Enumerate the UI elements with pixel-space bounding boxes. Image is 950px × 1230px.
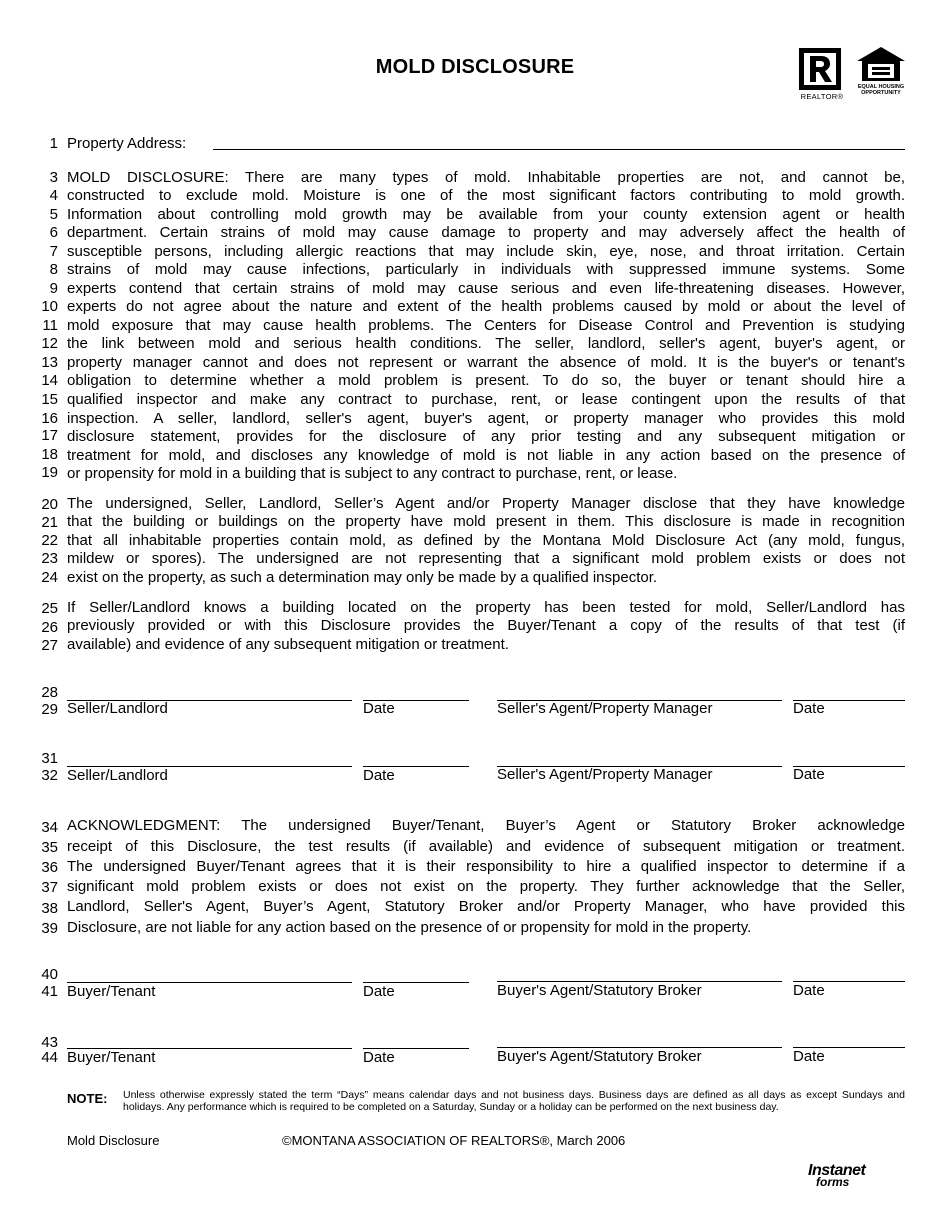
line-number: 15 — [41, 391, 58, 408]
paragraph-line: The undersigned Buyer/Tenant agrees that it is their responsibility to hire a qualified inspector to determine if a — [67, 858, 905, 875]
property-address-label: Property Address: — [67, 135, 187, 152]
line-number: 32 — [41, 767, 58, 784]
line-number: 26 — [41, 619, 58, 636]
line-number: 18 — [41, 446, 58, 463]
line-number: 35 — [41, 839, 58, 856]
paragraph-line: qualified inspector and make any contract to purchase, rent, or lease contingent upon the results of that — [67, 391, 905, 408]
footer-form-name: Mold Disclosure — [67, 1133, 160, 1148]
line-number: 44 — [41, 1049, 58, 1066]
paragraph-line: previously provided or with this Disclosure provides the Buyer/Tenant a copy of the results of that test (if — [67, 617, 905, 634]
paragraph-line: constructed to exclude mold. Moisture is one of the most significant factors contributing to mold growth. — [67, 187, 905, 204]
paragraph-line: strains of mold may cause infections, particularly in individuals with suppressed immune systems. Some — [67, 261, 905, 278]
buyers-agent-label: Buyer's Agent/Statutory Broker — [497, 1048, 702, 1065]
equal-housing-label — [855, 84, 907, 96]
realtor-label: REALTOR® — [800, 92, 844, 101]
line-number: 11 — [42, 317, 58, 334]
line-number: 37 — [41, 879, 58, 896]
seller-landlord-label: Seller/Landlord — [67, 700, 168, 717]
line-number: 36 — [41, 859, 58, 876]
paragraph-line: Information about controlling mold growth may be available from your county extension agent or health — [67, 206, 905, 223]
realtor-logo — [797, 46, 847, 102]
sellers-agent-label: Seller's Agent/Property Manager — [497, 700, 713, 717]
line-number: 20 — [41, 496, 58, 513]
paragraph-line: experts do not agree about the nature and extent of the health problems caused by mold or about the level of — [67, 298, 905, 315]
line-number: 34 — [41, 819, 58, 836]
line-number: 21 — [41, 514, 58, 531]
paragraph-line: The undersigned, Seller, Landlord, Seller’s Agent and/or Property Manager disclose that they have knowledge — [67, 495, 905, 512]
line-number: 13 — [41, 354, 58, 371]
property-address-field[interactable] — [213, 149, 905, 150]
eho-line-2: OPPORTUNITY — [861, 90, 901, 96]
date-label: Date — [363, 983, 395, 1000]
paragraph-line: ACKNOWLEDGMENT: The undersigned Buyer/Tenant, Buyer’s Agent or Statutory Broker acknowledge — [67, 817, 905, 834]
eho-line-1: EQUAL HOUSING — [857, 84, 905, 90]
paragraph-line: experts contend that certain strains of mold may cause serious and even life-threatening diseases. However, — [67, 280, 905, 297]
paragraph-line: susceptible persons, including allergic reactions that may include skin, eye, nose, and throat irritation. Certain — [67, 243, 905, 260]
seller-landlord-label: Seller/Landlord — [67, 767, 168, 784]
paragraph-line: department. Certain strains of mold may cause damage to property and may adversely affect the health of — [67, 224, 905, 241]
line-number: 31 — [41, 750, 58, 767]
line-number: 8 — [49, 261, 58, 278]
paragraph-line: obligation to determine whether a mold problem is present. To do so, the buyer or tenant should hire a — [67, 372, 905, 389]
line-number: 27 — [41, 637, 58, 654]
date-label: Date — [793, 982, 825, 999]
paragraph-line: property manager cannot and does not represent or warrant the absence of mold. It is the buyer's or tenant's — [67, 354, 905, 371]
date-label: Date — [793, 1048, 825, 1065]
line-number: 29 — [41, 701, 58, 718]
paragraph-line: receipt of this Disclosure, the test results (if available) and evidence of subsequent mitigation or treatment. — [67, 838, 905, 855]
line-number: 25 — [41, 600, 58, 617]
paragraph-line: MOLD DISCLOSURE: There are many types of mold. Inhabitable properties are not, and cannot be, — [67, 169, 905, 186]
equal-housing-logo — [855, 45, 907, 103]
line-number: 16 — [41, 410, 58, 427]
paragraph-line: If Seller/Landlord knows a building located on the property has been tested for mold, Seller/Landlord has — [67, 599, 905, 616]
forms-brand-text: forms — [816, 1175, 850, 1189]
paragraph-line: or propensity for mold in a building that is subject to any contract to purchase, rent, or lease. — [67, 465, 678, 482]
line-number: 17 — [41, 427, 58, 444]
line-number: 28 — [41, 684, 58, 701]
footer-copyright: ©MONTANA ASSOCIATION OF REALTORS®, March 2006 — [282, 1133, 626, 1148]
paragraph-line: disclosure statement, provides for the disclosure of any prior testing and any subsequent mitigation or — [67, 428, 905, 445]
paragraph-line: inspection. A seller, landlord, seller's agent, buyer's agent, or property manager who provides this mold — [67, 410, 905, 427]
date-label: Date — [793, 766, 825, 783]
buyer-tenant-label: Buyer/Tenant — [67, 983, 156, 1000]
date-label: Date — [363, 767, 395, 784]
line-number: 40 — [41, 966, 58, 983]
line-number: 22 — [41, 532, 58, 549]
date-label: Date — [363, 1049, 395, 1066]
line-number: 38 — [41, 900, 58, 917]
line-number: 6 — [49, 224, 58, 241]
document-title: MOLD DISCLOSURE — [375, 56, 575, 78]
paragraph-line: treatment for mold, and discloses any knowledge of mold is not liable in any action based on the presence of — [67, 447, 905, 464]
line-number: 12 — [41, 335, 58, 352]
paragraph-line: mildew or spores). The undersigned are not representing that a significant mold problem exists or does not — [67, 550, 905, 567]
line-number: 1 — [49, 135, 58, 152]
date-label: Date — [363, 700, 395, 717]
line-number: 24 — [41, 569, 58, 586]
paragraph-line: that all inhabitable properties contain mold, as defined by the Montana Mold Disclosure Act (any mold, fungus, — [67, 532, 905, 549]
line-number: 9 — [49, 280, 58, 297]
line-number: 19 — [41, 464, 58, 481]
line-number: 41 — [41, 983, 58, 1000]
date-label: Date — [793, 700, 825, 717]
paragraph-line: that the building or buildings on the property have mold present in them. This disclosure is made in recognition — [67, 513, 905, 530]
house-icon — [855, 45, 907, 83]
paragraph-line: Disclosure, are not liable for any action based on the presence of or propensity for mold in the property. — [67, 919, 752, 936]
line-number: 7 — [49, 243, 58, 260]
line-number: 39 — [41, 920, 58, 937]
realtor-r-icon — [799, 48, 841, 90]
paragraph-line: exist on the property, as such a determination may only be made by a qualified inspector. — [67, 569, 658, 586]
paragraph-line: mold exposure that may cause health problems. The Centers for Disease Control and Prevention is studying — [67, 317, 905, 334]
instanet-brand-text: Instanet — [808, 1162, 866, 1179]
line-number: 14 — [41, 372, 58, 389]
note-text: Unless otherwise expressly stated the term “Days” means calendar days and not business days. Business days are defined as all days as except Sundays and holidays. Any performance which is required to be completed on a Saturday, Sunday or a holiday can be performed on the next business day. — [123, 1089, 905, 1113]
line-number: 4 — [49, 187, 58, 204]
paragraph-line: the link between mold and serious health conditions. The seller, landlord, seller's agent, buyer's agent, or — [67, 335, 905, 352]
line-number: 3 — [49, 169, 58, 186]
paragraph-line: Landlord, Seller's Agent, Buyer’s Agent, Statutory Broker and/or Property Manager, who have provided this — [67, 898, 905, 915]
buyers-agent-label: Buyer's Agent/Statutory Broker — [497, 982, 702, 999]
line-number: 23 — [41, 550, 58, 567]
instanet-forms-logo — [808, 1162, 898, 1192]
line-number: 5 — [49, 206, 58, 223]
sellers-agent-label: Seller's Agent/Property Manager — [497, 766, 713, 783]
paragraph-line: available) and evidence of any subsequent mitigation or treatment. — [67, 636, 509, 653]
paragraph-line: significant mold problem exists or does not exist on the property. They further acknowledge that the Seller, — [67, 878, 905, 895]
buyer-tenant-label: Buyer/Tenant — [67, 1049, 156, 1066]
note-label: NOTE: — [67, 1091, 108, 1106]
line-number: 10 — [41, 298, 58, 315]
line-number: 43 — [41, 1034, 58, 1051]
